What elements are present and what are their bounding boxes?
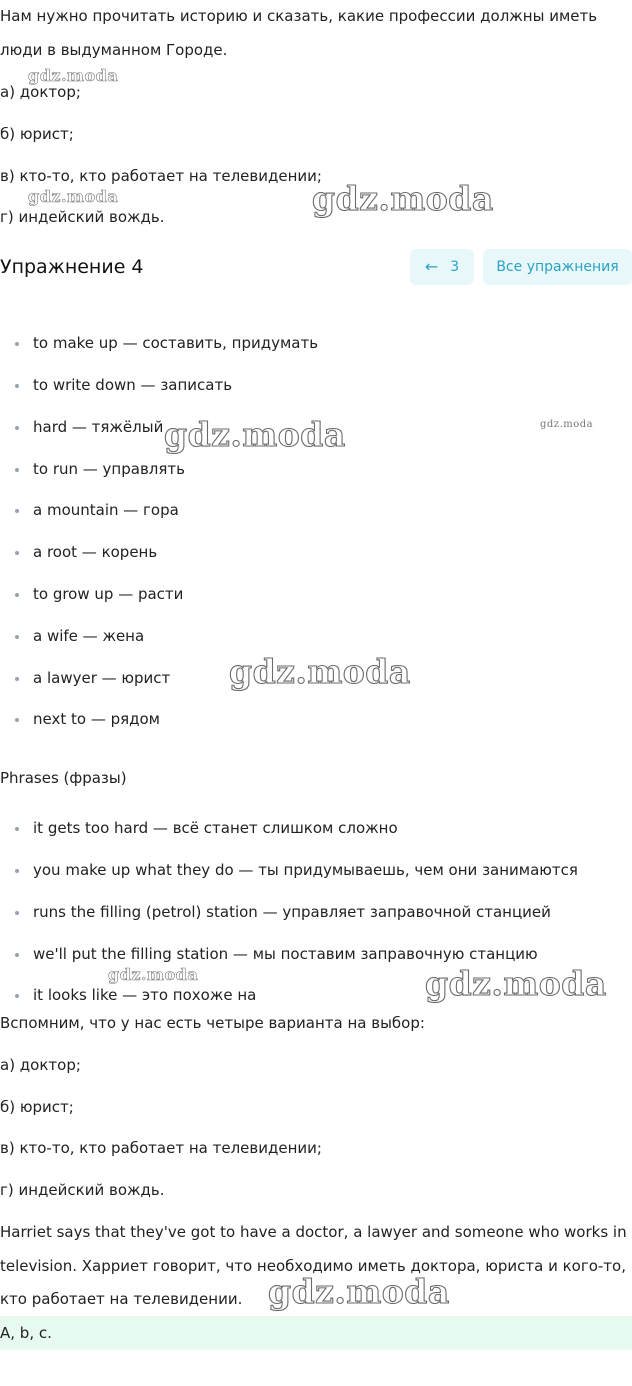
bullet — [15, 551, 19, 555]
explanation-line-3: кто работает на телевидении. — [0, 1290, 243, 1308]
bullet — [15, 509, 19, 513]
watermark: gdz.moda — [28, 187, 119, 206]
option-bottom-d: г) индейский вождь. — [0, 1181, 165, 1199]
arrow-left-icon: ← — [424, 257, 439, 276]
option-top-b: б) юрист; — [0, 125, 74, 143]
answer-text: A, b, c. — [0, 1324, 52, 1342]
recall-text: Вспомним, что у нас есть четыре варианта на выбор: — [0, 1014, 425, 1032]
bullet — [15, 718, 19, 722]
watermark: gdz.moda — [108, 965, 199, 984]
watermark: gdz.moda — [312, 179, 494, 218]
bullet — [15, 911, 19, 915]
explanation-line-1: Harriet says that they've got to have a doctor, a lawyer and someone who works in — [0, 1223, 627, 1241]
bullet — [15, 593, 19, 597]
watermark: gdz.moda — [540, 419, 594, 430]
phrases-heading: Phrases (фразы) — [0, 769, 127, 787]
option-top-c: в) кто-то, кто работает на телевидении; — [0, 167, 322, 185]
watermark: gdz.moda — [164, 415, 346, 454]
bullet — [15, 994, 19, 998]
option-bottom-b: б) юрист; — [0, 1098, 74, 1116]
answer-box — [0, 1316, 632, 1350]
bullet — [15, 468, 19, 472]
bullet — [15, 869, 19, 873]
bullet — [15, 635, 19, 639]
bullet — [15, 342, 19, 346]
option-top-a: а) доктор; — [0, 83, 81, 101]
watermark: gdz.moda — [28, 66, 119, 85]
bullet — [15, 384, 19, 388]
bullet — [15, 827, 19, 831]
option-top-d: г) индейский вождь. — [0, 208, 165, 226]
watermark: gdz.moda — [425, 964, 607, 1003]
explanation-line-2: television. Харриет говорит, что необходимо иметь доктора, юриста и кого-то, — [0, 1257, 626, 1275]
watermark: gdz.moda — [229, 652, 411, 691]
option-bottom-a: а) доктор; — [0, 1056, 81, 1074]
bullet — [15, 677, 19, 681]
prev-exercise-button[interactable] — [410, 249, 474, 285]
intro-line-2: люди в выдуманном Городе. — [0, 41, 228, 59]
prev-exercise-label: 3 — [450, 259, 460, 275]
watermark: gdz.moda — [268, 1272, 450, 1311]
bullet — [15, 426, 19, 430]
exercise-title: Упражнение 4 — [0, 256, 144, 278]
all-exercises-button[interactable]: Все упражнения — [483, 249, 632, 285]
bullet — [15, 953, 19, 957]
option-bottom-c: в) кто-то, кто работает на телевидении; — [0, 1139, 322, 1157]
intro-line-1: Нам нужно прочитать историю и сказать, какие профессии должны иметь — [0, 7, 598, 25]
